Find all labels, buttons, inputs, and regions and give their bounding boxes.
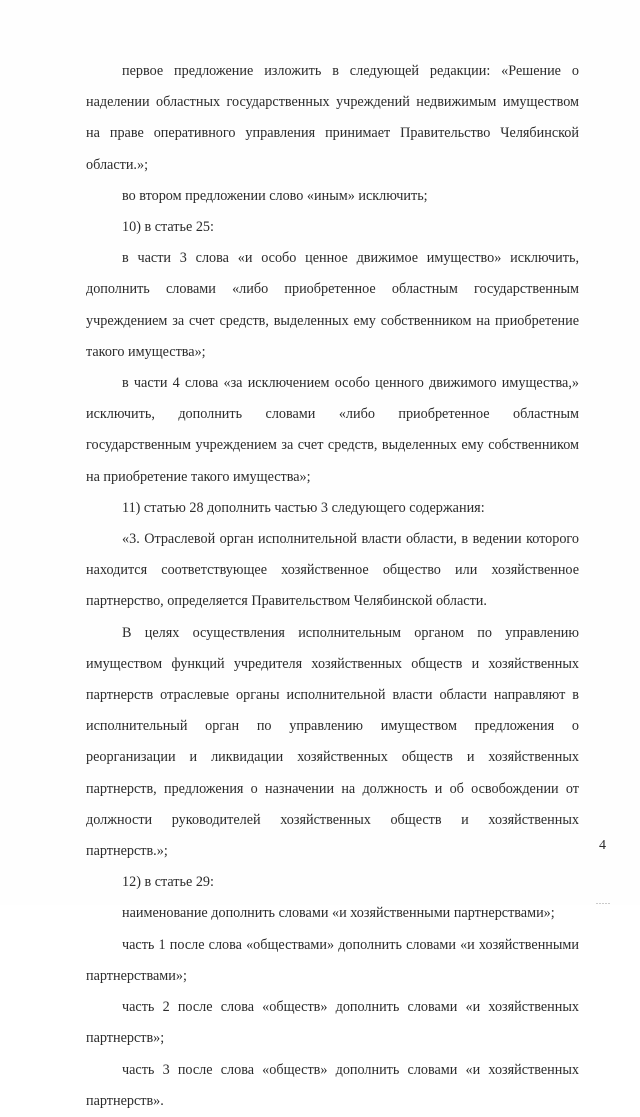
paragraph-6: 11) статью 28 дополнить частью 3 следующего содержания: xyxy=(122,499,485,516)
paragraph-1: первое предложение изложить в следующей редакции: «Решение о наделении областных государственных учреждений недвижимым имуществом на праве оперативного управления принимает Правительство Челябинской области.»; xyxy=(86,63,579,173)
paragraph-10: наименование дополнить словами «и хозяйственными партнерствами»; xyxy=(122,905,555,922)
paragraph-2: во втором предложении слово «иным» исключить; xyxy=(122,187,428,204)
paragraph-9: 12) в статье 29: xyxy=(122,874,214,891)
footer-dots: ..... xyxy=(596,897,611,906)
paragraph-11: часть 1 после слова «обществами» дополнить словами «и хозяйственными партнерствами»; xyxy=(86,936,579,984)
document-body xyxy=(86,56,579,1117)
paragraph-3: 10) в статье 25: xyxy=(122,219,214,236)
page-number: 4 xyxy=(599,838,606,853)
paragraph-8: В целях осуществления исполнительным органом по управлению имуществом функций учредителя хозяйственных обществ и хозяйственных партнерств отраслевые органы исполнительной власти области направляют в исполнительный орган по управлению имуществом предложения о реорганизации и ликвидации хозяйственных обществ и хозяйственных партнерств, предложения о назначении на должность и об освобождении от должности руководителей хозяйственных обществ и хозяйственных партнерств.»; xyxy=(86,624,579,860)
paragraph-7: «3. Отраслевой орган исполнительной власти области, в ведении которого находится соответствующее хозяйственное общество или хозяйственное партнерство, определяется Правительством Челябинской области. xyxy=(86,531,579,610)
paragraph-12: часть 2 после слова «обществ» дополнить словами «и хозяйственных партнерств»; xyxy=(86,999,579,1047)
paragraph-13: часть 3 после слова «обществ» дополнить словами «и хозяйственных партнерств». xyxy=(86,1061,579,1109)
paragraph-4: в части 3 слова «и особо ценное движимое имущество» исключить, дополнить словами «либо приобретенное областным государственным учреждением за счет средств, выделенных ему собственником на приобретение такого имущества»; xyxy=(86,250,579,360)
paragraph-5: в части 4 слова «за исключением особо ценного движимого имущества,» исключить, дополнить словами «либо приобретенное областным государственным учреждением за счет средств, выделенных ему собственником на приобретение такого имущества»; xyxy=(86,375,579,485)
